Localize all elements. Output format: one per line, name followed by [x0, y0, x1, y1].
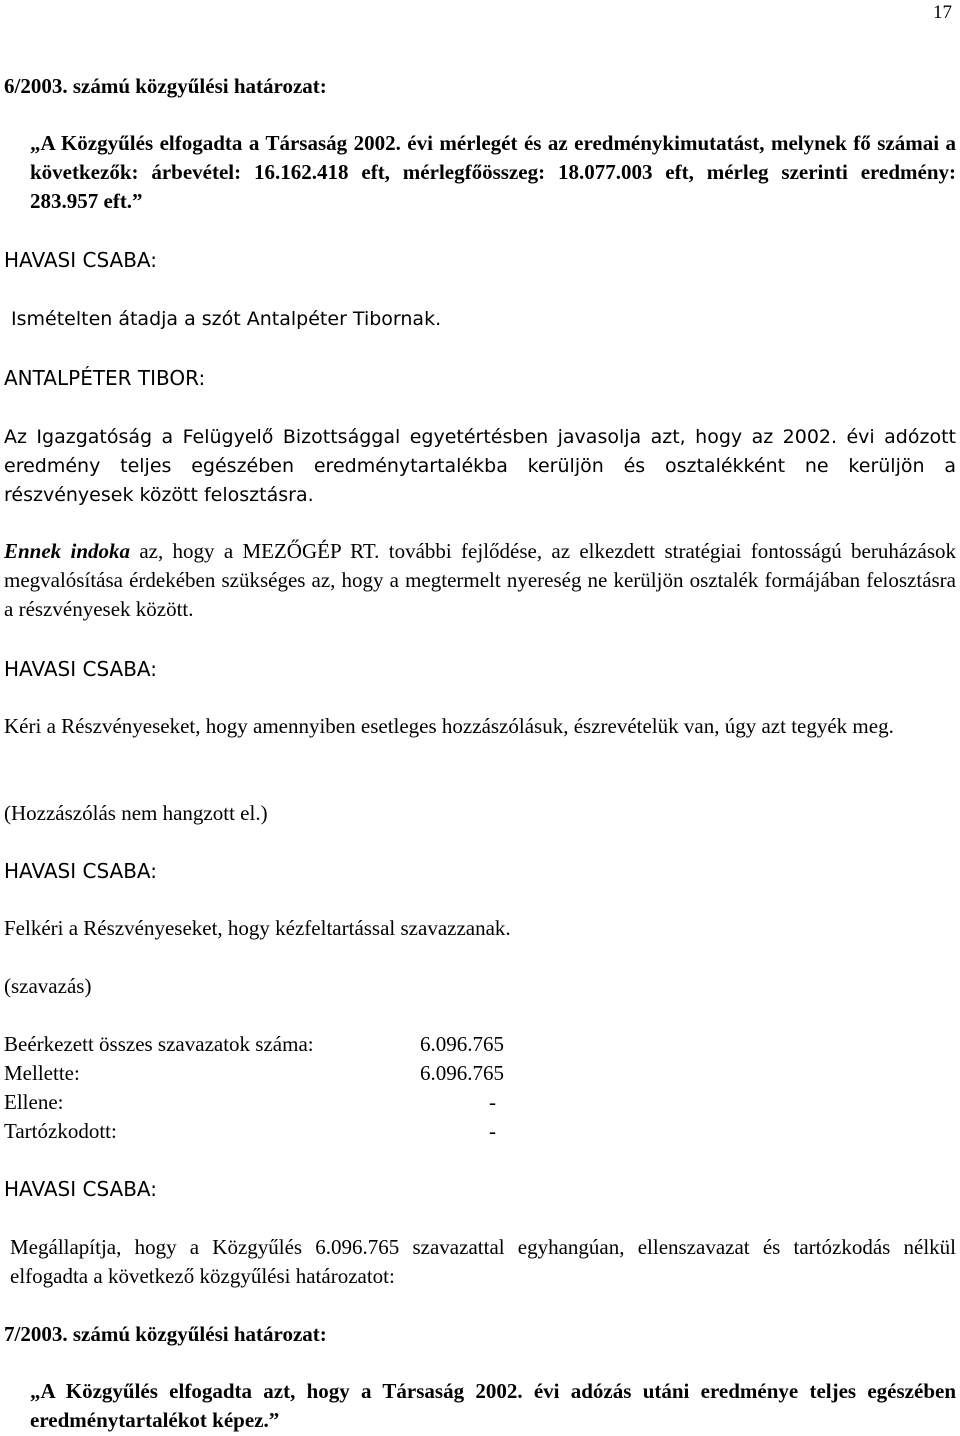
vote-value: -	[489, 1090, 496, 1114]
page-number: 17	[933, 2, 952, 23]
speaker-havasi-1: HAVASI CSABA:	[4, 248, 157, 272]
paragraph-6: Felkéri a Részvényeseket, hogy kézfeltartással szavazzanak.	[4, 916, 511, 940]
paragraph-2: Az Igazgatóság a Felügyelő Bizottsággal egyetértésben javasolja azt, hogy az 2002. évi adózott eredmény teljes egészében eredménytartalékba kerüljön és osztalékként ne kerüljön a részvényesek között felosztásra.	[4, 426, 956, 506]
vote-value: 6.096.765	[420, 1061, 504, 1085]
vote-row-abstain	[4, 1117, 526, 1146]
speaker-havasi-4: HAVASI CSABA:	[4, 1177, 157, 1201]
vote-row-against	[4, 1088, 526, 1117]
vote-label: Tartózkodott:	[4, 1119, 117, 1143]
resolution-6-text: „A Közgyűlés elfogadta a Társaság 2002. évi mérlegét és az eredménykimutatást, melynek fő számai a következők: árbevétel: 16.162.418 eft, mérlegfőösszeg: 18.077.003 eft, mérleg szerinti eredmény: 283.957 eft.”	[30, 131, 956, 213]
vote-row-for	[4, 1059, 526, 1088]
speaker-antalpeter: ANTALPÉTER TIBOR:	[4, 366, 206, 390]
speaker-havasi-3: HAVASI CSABA:	[4, 859, 157, 883]
paragraph-3-text: az, hogy a MEZŐGÉP RT. további fejlődése, az elkezdett stratégiai fontosságú beruházások megvalósítása érdekében szükséges az, hogy a megtermelt nyereség ne kerüljön osztalék formájában felosztásra a részvényesek között.	[4, 539, 956, 621]
vote-value: -	[489, 1119, 496, 1143]
resolution-7-text: „A Közgyűlés elfogadta azt, hogy a Társaság 2002. évi adózás utáni eredménye teljes egészében eredménytartalékot képez.”	[30, 1379, 956, 1432]
paragraph-5: (Hozzászólás nem hangzott el.)	[4, 801, 268, 825]
paragraph-8: Megállapítja, hogy a Közgyűlés 6.096.765 szavazattal egyhangúan, ellenszavazat és tartózkodás nélkül elfogadta a következő közgyűlési határozatot:	[10, 1235, 956, 1288]
speaker-havasi-2: HAVASI CSABA:	[4, 657, 157, 681]
vote-label: Beérkezett összes szavazatok száma:	[4, 1032, 314, 1056]
vote-label: Ellene:	[4, 1090, 64, 1114]
resolution-7-title: 7/2003. számú közgyűlési határozat:	[4, 1322, 327, 1346]
vote-row-total	[4, 1030, 526, 1059]
vote-results	[4, 1030, 526, 1146]
paragraph-3	[4, 537, 956, 624]
paragraph-1: Ismételten átadja a szót Antalpéter Tibornak.	[11, 308, 442, 330]
vote-value: 6.096.765	[420, 1032, 504, 1056]
paragraph-7: (szavazás)	[4, 974, 92, 998]
paragraph-3-emphasis: Ennek indoka	[4, 539, 131, 563]
vote-label: Mellette:	[4, 1061, 80, 1085]
paragraph-4: Kéri a Részvényeseket, hogy amennyiben esetleges hozzászólásuk, észrevételük van, úgy azt tegyék meg.	[4, 714, 894, 738]
resolution-6-title: 6/2003. számú közgyűlési határozat:	[4, 74, 327, 98]
